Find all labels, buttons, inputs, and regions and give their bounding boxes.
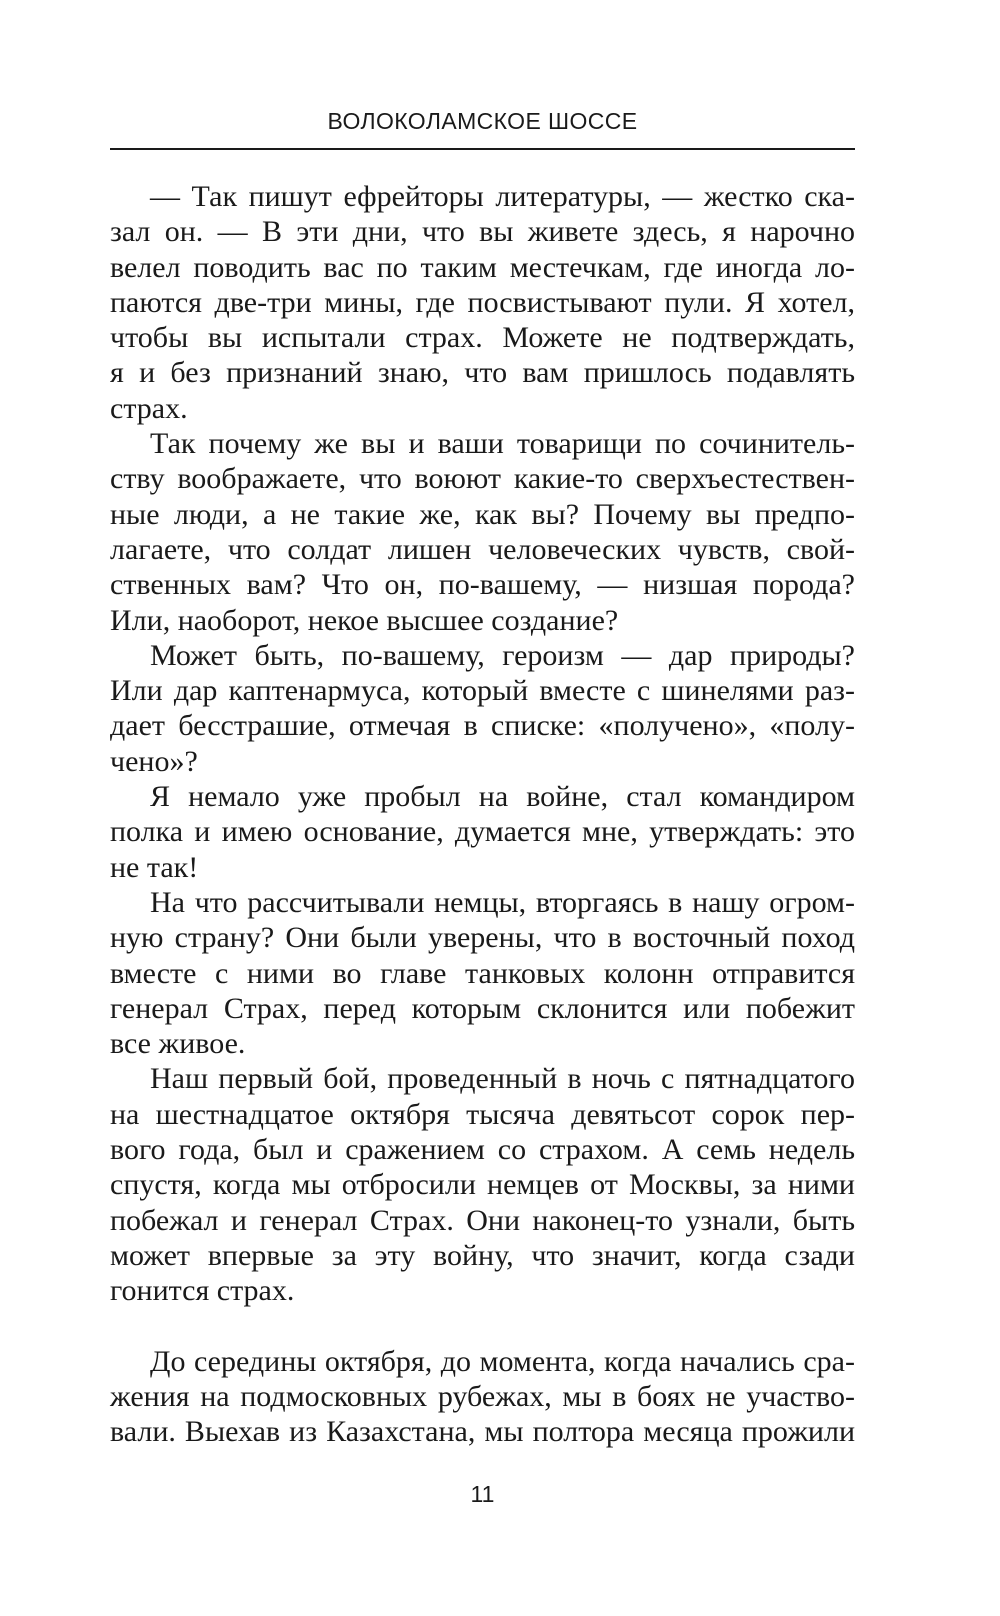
paragraph xyxy=(110,179,855,426)
text-line: гонится страх. xyxy=(110,1274,295,1308)
text-line: спустя, когда мы отбросили немцев от Москвы, за ними xyxy=(110,1168,855,1202)
text-line: побежал и генерал Страх. Они наконец-то узнали, быть xyxy=(110,1203,855,1237)
paragraph xyxy=(110,638,855,779)
text-line: я и без признаний знаю, что вам пришлось подавлять xyxy=(110,356,855,390)
text-line: все живое. xyxy=(110,1027,246,1061)
text-line: лагаете, что солдат лишен человеческих чувств, свой- xyxy=(110,532,855,566)
text-line: ную страну? Они были уверены, что в восточный поход xyxy=(110,921,855,955)
text-line: Так почему же вы и ваши товарищи по сочинитель- xyxy=(150,427,855,461)
text-line: ственных вам? Что он, по-вашему, — низшая порода? xyxy=(110,568,855,602)
paragraph xyxy=(110,1061,855,1308)
text-line: Может быть, по-вашему, героизм — дар природы? xyxy=(150,638,855,672)
text-line: не так! xyxy=(110,850,199,884)
paragraph xyxy=(110,426,855,638)
text-line: ные люди, а не такие же, как вы? Почему вы предпо- xyxy=(110,497,855,531)
text-line: жения на подмосковных рубежах, мы в боях не участво- xyxy=(110,1380,855,1414)
paragraph xyxy=(110,1344,855,1450)
text-line: паются две-три мины, где посвистывают пули. Я хотел, xyxy=(110,285,855,319)
running-head: ВОЛОКОЛАМСКОЕ ШОССЕ xyxy=(327,108,638,134)
text-line: на шестнадцатое октября тысяча девятьсот сорок пер- xyxy=(110,1097,855,1131)
text-line: зал он. — В эти дни, что вы живете здесь, я нарочно xyxy=(110,215,855,249)
text-line: чтобы вы испытали страх. Можете не подтверждать, xyxy=(110,321,855,355)
paragraph xyxy=(110,885,855,1061)
text-line: Наш первый бой, проведенный в ночь с пятнадцатого xyxy=(150,1062,855,1096)
text-line: генерал Страх, перед которым склонится или побежит xyxy=(110,991,855,1025)
header-rule xyxy=(110,148,855,150)
text-line: страх. xyxy=(110,391,188,425)
text-line: вместе с ними во главе танковых колонн отправится xyxy=(110,956,855,990)
text-line: — Так пишут ефрейторы литературы, — жестко ска- xyxy=(150,180,855,213)
paragraph xyxy=(110,779,855,885)
text-line: велел поводить вас по таким местечкам, где иногда ло- xyxy=(110,250,855,284)
text-line: Или дар каптенармуса, который вместе с шинелями раз- xyxy=(110,674,855,708)
text-line: может впервые за эту войну, что значит, когда сзади xyxy=(110,1238,855,1272)
text-line: Я немало уже пробыл на войне, стал командиром xyxy=(150,780,855,814)
text-line: На что рассчитывали немцы, вторгаясь в нашу огром- xyxy=(150,885,855,919)
text-line: Или, наоборот, некое высшее создание? xyxy=(110,603,619,637)
section-gap xyxy=(110,1309,855,1344)
body-text xyxy=(110,179,855,1450)
text-line: До середины октября, до момента, когда начались сра- xyxy=(150,1344,855,1378)
page-number: 11 xyxy=(470,1481,495,1507)
text-line: вали. Выехав из Казахстана, мы полтора месяца прожили xyxy=(110,1415,855,1449)
text-line: чено»? xyxy=(110,744,198,778)
text-line: ству воображаете, что воюют какие-то сверхъестествен- xyxy=(110,462,855,496)
text-line: дает бесстрашие, отмечая в списке: «получено», «полу- xyxy=(110,709,855,743)
text-line: полка и имею основание, думается мне, утверждать: это xyxy=(110,815,855,849)
text-line: вого года, был и сражением со страхом. А семь недель xyxy=(110,1133,855,1167)
